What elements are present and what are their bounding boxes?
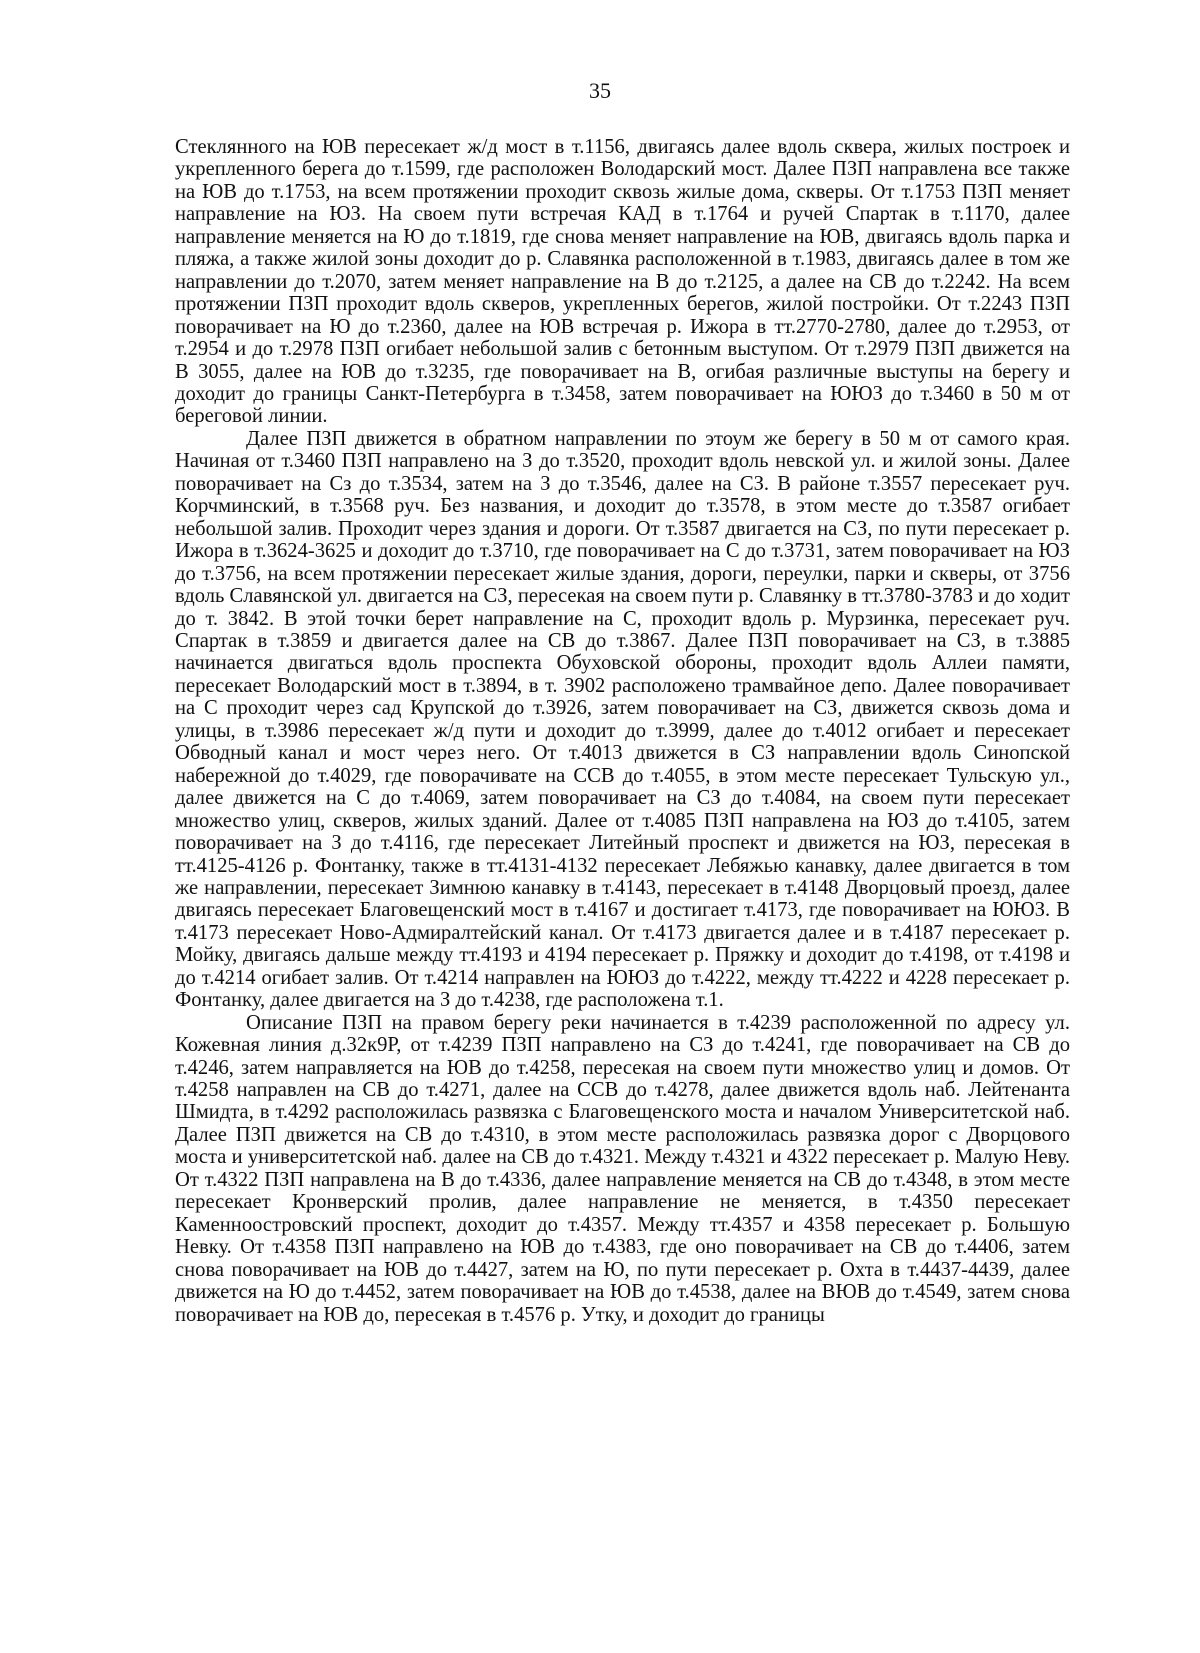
page-number: 35 (589, 78, 611, 103)
paragraph-2: Далее ПЗП движется в обратном направлении по этоум же берегу в 50 м от самого края. Начиная от т.3460 ПЗП направлено на З до т.3520, проходит вдоль невской ул. и жилой зоны. Далее поворачивает на Сз до т.3534, затем на З до т.3546, далее на СЗ. В районе т.3557 пересекает руч. Корчминский, в т.3568 руч. Без названия, и доходит до т.3578, в этом месте до т.3587 огибает небольшой залив. Проходит через здания и дороги. От т.3587 двигается на СЗ, по пути пересекает р. Ижора в т.3624-3625 и доходит до т.3710, где поворачивает на С до т.3731, затем поворачивает на ЮЗ до т.3756, на всем протяжении пересекает жилые здания, дороги, переулки, парки и скверы, от 3756 вдоль Славянской ул. двигается на СЗ, пересекая на своем пути р. Славянку в тт.3780-3783 и до ходит до т. 3842. В этой точки берет направление на С, проходит вдоль р. Мурзинка, пересекает руч. Спартак в т.3859 и двигается далее на СВ до т.3867. Далее ПЗП поворачивает на СЗ, в т.3885 начинается двигаться вдоль проспекта Обуховской обороны, проходит вдоль Аллеи памяти, пересекает Володарский мост в т.3894, в т. 3902 расположено трамвайное депо. Далее поворачивает на С проходит через сад Крупской до т.3926, затем поворачивает на СЗ, движется сквозь дома и улицы, в т.3986 пересекает ж/д пути и доходит до т.3999, далее до т.4012 огибает и пересекает Обводный канал и мост через него. От т.4013 движется в СЗ направлении вдоль Синопской набережной до т.4029, где поворачивате на ССВ до т.4055, в этом месте пересекает Тульскую ул., далее движется на С до т.4069, затем поворачивает на СЗ до т.4084, на своем пути пересекает множество улиц, скверов, жилых зданий. Далее от т.4085 ПЗП направлена на ЮЗ до т.4105, затем поворачивает на З до т.4116, где пересекает Литейный проспект и движется на ЮЗ, пересекая в тт.4125-4126 р. Фонтанку, также в тт.4131-4132 пересекает Лебяжью канавку, далее двигается в том же направлении, пересекает Зимнюю канавку в т.4143, пересекает в т.4148 Дворцовый проезд, далее двигаясь пересекает Благовещенский мост в т.4167 и достигает т.4173, где поворачивает на ЮЮЗ. В т.4173 пересекает Ново-Адмиралтейский канал. От т.4173 двигается далее и в т.4187 пересекает р. Мойку, двигаясь дальше между тт.4193 и 4194 пересекает р. Пряжку и доходит до т.4198, от т.4198 и до т.4214 огибает залив. От т.4214 направлен на ЮЮЗ до т.4222, между тт.4222 и 4228 пересекает р. Фонтанку, далее двигается на З до т.4238, где расположена т.1. (175, 427, 1070, 1012)
paragraph-1: Стеклянного на ЮВ пересекает ж/д мост в т.1156, двигаясь далее вдоль сквера, жилых построек и укрепленного берега до т.1599, где расположен Володарский мост. Далее ПЗП направлена все также на ЮВ до т.1753, на всем протяжении проходит сквозь жилые дома, скверы. От т.1753 ПЗП меняет направление на ЮЗ. На своем пути встречая КАД в т.1764 и ручей Спартак в т.1170, далее направление меняется на Ю до т.1819, где снова меняет направление на ЮВ, двигаясь вдоль парка и пляжа, а также жилой зоны доходит до р. Славянка расположенной в т.1983, двигаясь далее в том же направлении до т.2070, затем меняет направление на В до т.2125, а далее на СВ до т.2242. На всем протяжении ПЗП проходит вдоль скверов, укрепленных берегов, жилой постройки. От т.2243 ПЗП поворачивает на Ю до т.2360, далее на ЮВ встречая р. Ижора в тт.2770-2780, далее до т.2953, от т.2954 и до т.2978 ПЗП огибает небольшой залив с бетонным выступом. От т.2979 ПЗП движется на В 3055, далее на ЮВ до т.3235, где поворачивает на В, огибая различные выступы на берегу и доходит до границы Санкт-Петербурга в т.3458, затем поворачивает на ЮЮЗ до т.3460 в 50 м от береговой линии. (175, 136, 1070, 428)
body-text (175, 136, 1070, 1326)
paragraph-3: Описание ПЗП на правом берегу реки начинается в т.4239 расположенной по адресу ул. Кожевная линия д.32к9Р, от т.4239 ПЗП направлено на СЗ до т.4241, где поворачивает на СВ до т.4246, затем направляется на ЮВ до т.4258, пересекая на своем пути множество улиц и домов. От т.4258 направлен на СВ до т.4271, далее на ССВ до т.4278, далее движется вдоль наб. Лейтенанта Шмидта, в т.4292 расположилась развязка с Благовещенского моста и началом Университетской наб. Далее ПЗП движется на СВ до т.4310, в этом месте расположилась развязка дорог с Дворцового моста и университетской наб. далее на СВ до т.4321. Между т.4321 и 4322 пересекает р. Малую Неву. От т.4322 ПЗП направлена на В до т.4336, далее направление меняется на СВ до т.4348, в этом месте пересекает Кронверский пролив, далее направление не меняется, в т.4350 пересекает Каменноостровский проспект, доходит до т.4357. Между тт.4357 и 4358 пересекает р. Большую Невку. От т.4358 ПЗП направлено на ЮВ до т.4383, где оно поворачивает на СВ до т.4406, затем снова поворачивает на ЮВ до т.4427, затем на Ю, по пути пересекает р. Охта в т.4437-4439, далее движется на Ю до т.4452, затем поворачивает на ЮВ до т.4538, далее на ВЮВ до т.4549, затем снова поворачивает на ЮВ до, пересекая в т.4576 р. Утку, и доходит до границы (175, 1011, 1070, 1326)
